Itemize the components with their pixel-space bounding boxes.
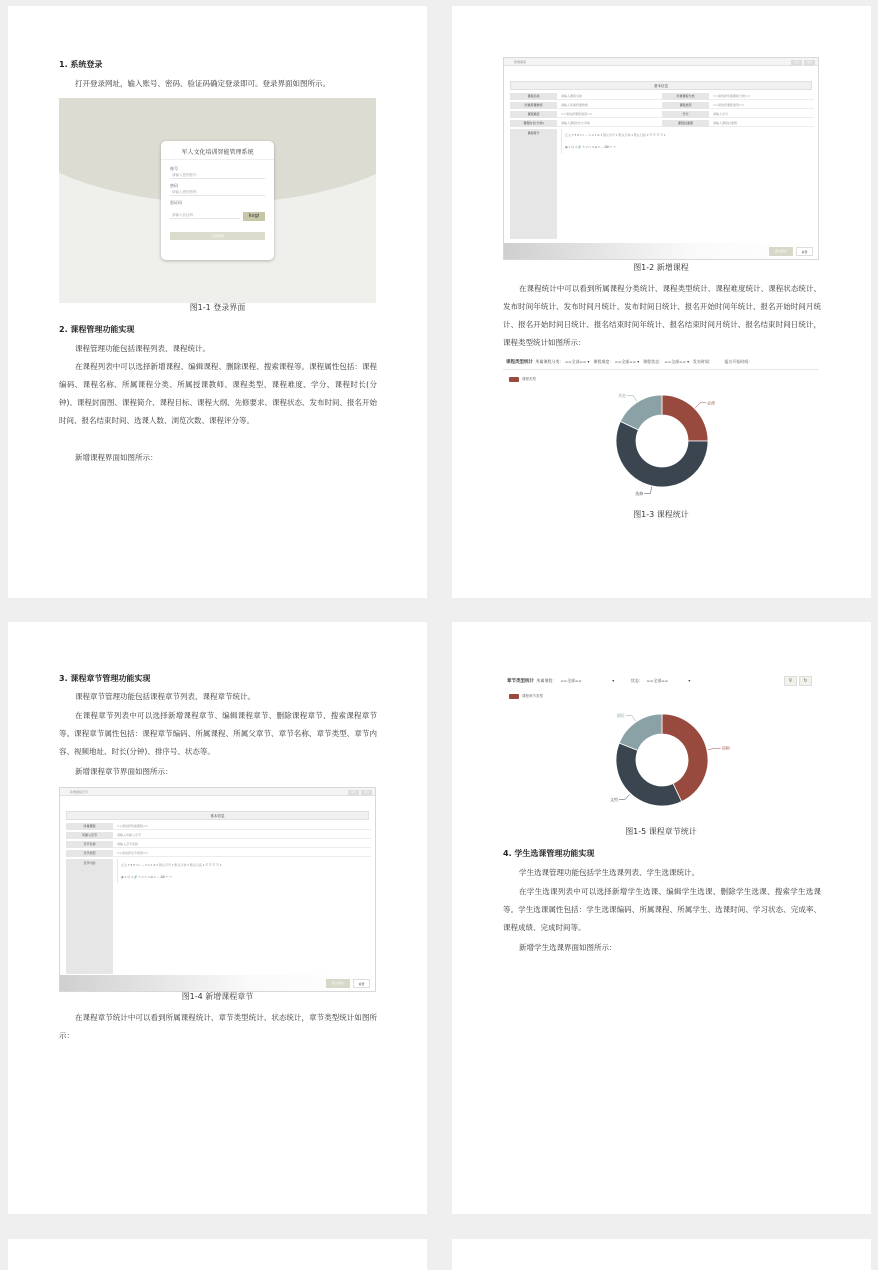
form-row-3 <box>510 111 814 118</box>
captcha-label: 验证码 <box>170 200 182 205</box>
section-4-title: 4. 学生选课管理功能实现 <box>503 849 595 858</box>
topbar-back-button[interactable]: 返回 <box>361 790 372 795</box>
editor-toolbar-row-1[interactable]: 正文 ▾ ¶ B U I — ▾ A ▾ ⊕ ▾ 默认字号 ▾ 默认字体 ▾ 默认行高 ▾ ☰ ☰ ☰ ☰ ▾ <box>561 129 814 141</box>
divider <box>161 159 274 160</box>
form-row-1 <box>510 93 814 100</box>
legend-swatch <box>509 377 519 382</box>
section-1-title: 1. 系统登录 <box>59 60 103 69</box>
section-3-para-3: 新增课程章节界面如图所示： <box>75 767 173 776</box>
section-4-para-2: 在学生选课列表中可以选择新增学生选课、编辑学生选课、删除学生选课、搜索学生选课等。学生选课属性包括：学生选课编码、所属课程、所属学生、选课时间、学习状态、完成率、课程成绩、完成时间等。 <box>503 887 821 932</box>
section-4-para-3: 新增学生选课界面如图所示： <box>519 943 617 952</box>
label-leader-line <box>626 715 636 721</box>
category-filter-select[interactable]: ==全部== <box>564 359 587 364</box>
cover-image-input[interactable]: 请输入课程封面图 <box>713 121 738 125</box>
difficulty-select[interactable]: ==请选择课程难度== <box>561 112 593 116</box>
form-section-header: 基本信息 <box>510 81 812 90</box>
difficulty-filter-select[interactable]: ==全部== <box>614 359 637 364</box>
course-filter-select[interactable]: ==全部== <box>560 678 582 683</box>
content-label: 章节内容 <box>66 859 113 974</box>
course-name-input[interactable]: 请输入课程名称 <box>561 94 583 98</box>
field-label: 所属授课教师 <box>510 102 557 109</box>
filter-label: 所属课程分类： <box>535 359 564 364</box>
section-3-para-2: 在课程章节列表中可以选择新增课程章节、编辑课程章节、删除课程章节、搜索课程章节等。课程章节属性包括：课程章节编码、所属课程、所属父章节、章节名称、章节类型、章节内容、视频地址、时长(分钟)、排序号、状态等。 <box>59 711 377 756</box>
form-topbar: 新增课程 <box>504 58 818 66</box>
stats-filter-bar: 章节类型统计 所属课程： ==全部== ▾ 状态： ==全部== ▾ <box>507 678 691 684</box>
topbar-save-button[interactable]: 保存 <box>791 60 802 65</box>
chapter-type-select[interactable]: ==请选择章节类型== <box>117 851 149 855</box>
figure-5-caption: 图1-5 课程章节统计 <box>625 827 697 836</box>
filter-label: 课程状态： <box>643 359 664 364</box>
course-select[interactable]: ==请选择所属课程== <box>117 824 149 828</box>
chapter-name-input[interactable]: 请输入章节名称 <box>117 842 139 846</box>
section-2-para-2: 在课程列表中可以选择新增课程、编辑课程、删除课程、搜索课程等。课程属性包括：课程编码、课程名称、所属课程分类、所属授课教师、课程类型、课程难度、学分、课程时长(分钟)、课程封面图、课程简介、课程目标、课程大纲、先修要求、课程状态、发布时间、报名开始时间、报名结束时间、选课人数、浏览次数、课程评分等。 <box>59 362 377 425</box>
account-input[interactable]: 请输入您的账号 <box>170 172 265 179</box>
form-row-3 <box>66 841 371 848</box>
label-leader-line <box>619 794 630 799</box>
editor-toolbar-row-1[interactable]: 正文 ▾ ¶ B U I — ▾ A ▾ ⊕ ▾ 默认字号 ▾ 默认字体 ▾ 默认行高 ▾ ☰ ☰ ☰ ☰ ▾ <box>117 859 371 871</box>
parent-chapter-input[interactable]: 请输入所属父章节 <box>117 833 142 837</box>
duration-input[interactable]: 请输入课程时长(分钟) <box>561 121 591 125</box>
field-label: 所属父章节 <box>66 832 113 839</box>
section-2-para-3: 新增课程界面如图所示： <box>75 453 158 462</box>
figure-2-caption: 图1-2 新增课程 <box>633 263 689 272</box>
chapter-type-donut-chart <box>592 702 732 820</box>
login-card <box>161 141 274 260</box>
topbar-back-button[interactable]: 返回 <box>804 60 815 65</box>
password-label: 密码 <box>170 183 178 188</box>
form-topbar: 新增课程章节 <box>60 788 375 796</box>
topbar-save-button[interactable]: 保存 <box>348 790 359 795</box>
slice-label: 其他 <box>618 392 627 398</box>
filter-label: 课程难度： <box>593 359 614 364</box>
reset-button[interactable]: 重置 <box>796 247 813 256</box>
section-2-title: 2. 课程管理功能实现 <box>59 325 135 334</box>
figure-1-caption: 图1-1 登录界面 <box>189 303 246 312</box>
legend-swatch <box>509 694 519 699</box>
document-page-2 <box>452 6 871 598</box>
field-label: 课程难度 <box>510 111 557 118</box>
form-row-2 <box>510 102 814 109</box>
status-filter-select[interactable]: ==全部== <box>664 359 686 364</box>
pie-slice-必修 <box>662 395 708 441</box>
figure-4-caption: 图1-4 新增课程章节 <box>181 992 254 1001</box>
field-label: 课程封面图 <box>662 120 709 127</box>
search-icon[interactable]: ⚲ <box>784 676 797 686</box>
login-title: 军人文化培训智能管理系统 <box>181 149 254 156</box>
teacher-input[interactable]: 请输入所属授课教师 <box>561 103 589 107</box>
legend-label: 课程章节类型 <box>522 694 543 698</box>
filter-label: 发布时间： <box>692 359 713 364</box>
document-page-3 <box>8 622 427 1214</box>
field-label: 章节类型 <box>66 850 113 857</box>
document-page-5 <box>8 1239 427 1270</box>
login-screenshot-figure <box>59 98 376 303</box>
slice-label: 测验 <box>616 712 625 718</box>
label-leader-line <box>695 403 706 408</box>
form-row-4 <box>66 850 371 857</box>
label-leader-line <box>644 487 652 494</box>
password-input[interactable]: 请输入您的密码 <box>170 189 265 196</box>
stats-filter-bar: 课程类型统计 所属课程分类： ==全部== ▾ 课程难度： ==全部== ▾ 课程状态： ==全部== ▾ 发布时间： 报名开始时间： <box>506 359 753 365</box>
field-label: 课程时长(分钟) <box>510 120 557 127</box>
section-1-text: 打开登录网址，输入账号、密码、验证码确定登录即可。登录界面如图所示。 <box>75 79 330 88</box>
editor-toolbar-row-2[interactable]: ▣ ▾ ☺ ▾ 🔗 ✎ ▾ ▭ ▾ ⊞ ▾ ― ⌨ ↶ ↷ <box>561 141 814 153</box>
divider <box>503 369 819 370</box>
legend-label: 课程类型 <box>522 377 536 381</box>
chapter-stats-text: 在课程章节统计中可以看到所属课程统计、章节类型统计、状态统计，章节类型统计如图所示： <box>59 1013 377 1040</box>
intro-label: 课程简介 <box>510 129 557 239</box>
field-label: 章节名称 <box>66 841 113 848</box>
add-course-form-figure <box>503 57 819 260</box>
section-3-para-1: 课程章节管理功能包括课程章节列表、课程章节统计。 <box>75 692 255 701</box>
editor-toolbar-row-2[interactable]: ▣ ▾ ☺ ▾ 🔗 ✎ ▾ ▭ ▾ ⊞ ▾ ― ⌨ ↶ ↷ <box>117 871 371 883</box>
course-category-select[interactable]: ==请选择所属课程分类== <box>713 94 751 98</box>
captcha-image[interactable]: kvgi <box>243 212 265 221</box>
label-leader-line <box>708 748 721 750</box>
field-label: 所属课程 <box>66 823 113 830</box>
filter-label: 状态： <box>630 678 643 683</box>
chart-title: 课程类型统计 <box>506 360 533 365</box>
field-label: 课程类型 <box>662 102 709 109</box>
submit-save-button[interactable]: 提交保存 <box>326 979 350 988</box>
reset-button[interactable]: 重置 <box>353 979 370 988</box>
credit-input[interactable]: 请输入学分 <box>713 112 729 116</box>
field-label: 学分 <box>662 111 709 118</box>
document-page-4 <box>452 622 871 1214</box>
form-section-header: 基本信息 <box>66 811 369 820</box>
course-type-select[interactable]: ==请选择课程类型== <box>713 103 745 107</box>
field-label: 所属课程分类 <box>662 93 709 100</box>
label-leader-line <box>627 395 637 401</box>
captcha-input[interactable]: 请输入验证码 <box>170 212 240 219</box>
section-3-title: 3. 课程章节管理功能实现 <box>59 674 151 683</box>
course-stats-text: 在课程统计中可以看到所属课程分类统计、课程类型统计、课程难度统计、课程状态统计、发布时间年统计、发布时间月统计、发布时间日统计、报名开始时间年统计、报名开始时间月统计、报名开始时间日统计、报名结束时间年统计、报名结束时间月统计、报名结束时间日统计，课程类型统计如图所示： <box>503 284 821 347</box>
form-row-1 <box>66 823 371 830</box>
section-4-para-1: 学生选课管理功能包括学生选课列表、学生选课统计。 <box>519 868 699 877</box>
filter-label: 所属课程： <box>536 678 557 683</box>
slice-label: 文档 <box>610 796 619 802</box>
section-2-para-1: 课程管理功能包括课程列表、课程统计。 <box>75 344 210 353</box>
slice-label: 视频 <box>721 745 730 751</box>
filter-label: 报名开始时间： <box>724 359 753 364</box>
pie-slice-其他 <box>620 395 662 430</box>
figure-3-caption: 图1-3 课程统计 <box>633 510 689 519</box>
form-row-2 <box>66 832 371 839</box>
add-chapter-form-figure <box>59 787 376 992</box>
document-page-1 <box>8 6 427 598</box>
login-button[interactable]: 立即登录 <box>170 232 265 240</box>
document-page-6 <box>452 1239 871 1270</box>
status-filter-select[interactable]: ==全部== <box>646 678 669 683</box>
course-type-donut-chart <box>592 381 732 501</box>
slice-label: 必修 <box>707 400 716 406</box>
field-label: 课程名称 <box>510 93 557 100</box>
slice-label: 选修 <box>635 491 644 497</box>
form-row-4 <box>510 120 814 127</box>
submit-save-button[interactable]: 提交保存 <box>769 247 793 256</box>
account-label: 账号 <box>170 166 178 171</box>
pie-slice-文档 <box>616 743 682 806</box>
refresh-icon[interactable]: ↻ <box>799 676 812 686</box>
chart-title: 章节类型统计 <box>507 679 534 684</box>
